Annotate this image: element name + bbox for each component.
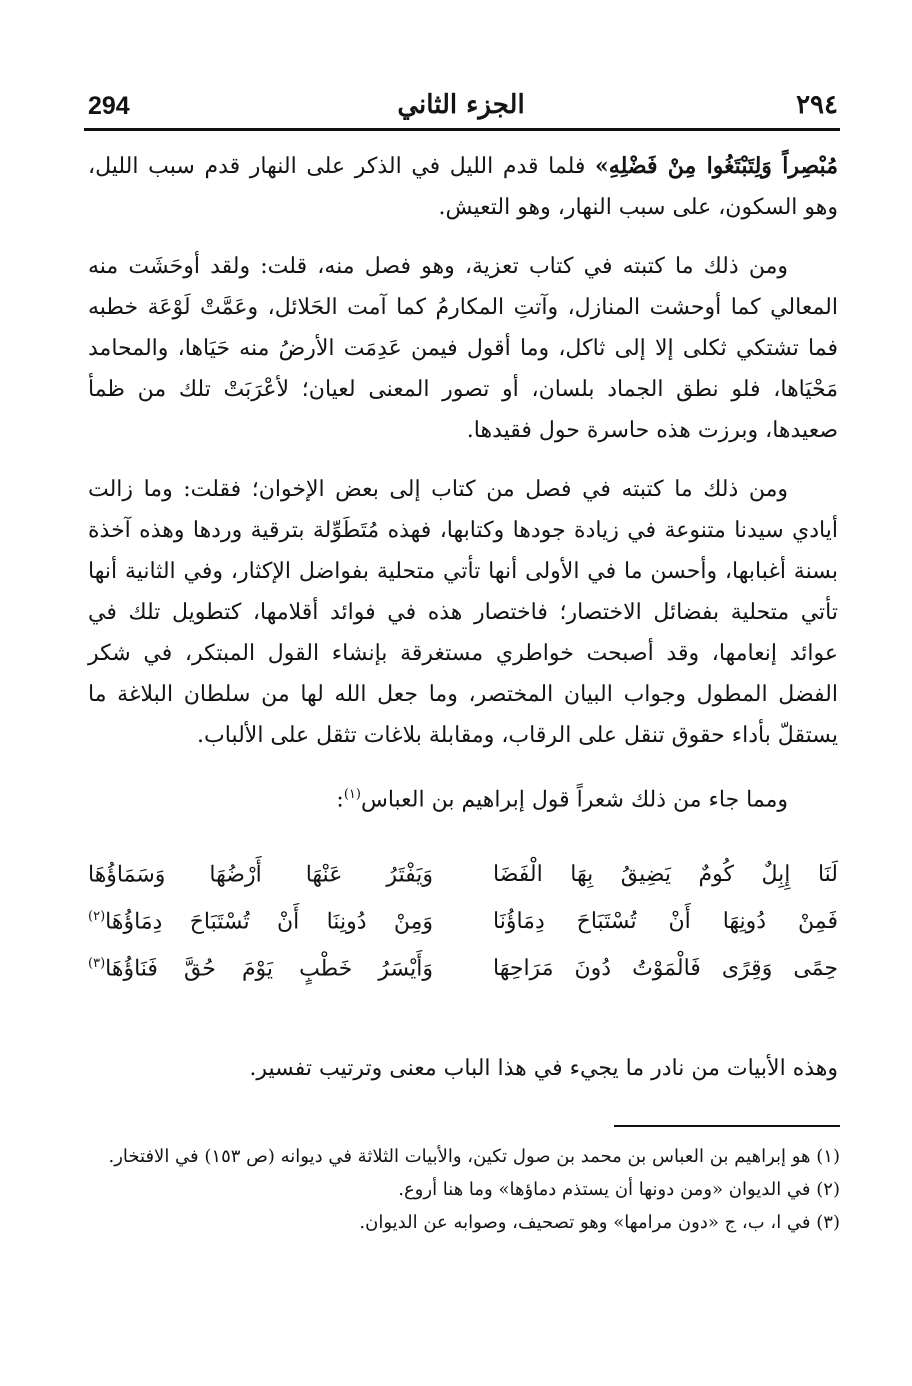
closing-line: وهذه الأبيات من نادر ما يجيء في هذا الباب معنى وترتيب تفسير.: [249, 1056, 838, 1081]
poem-intro-colon: :: [336, 787, 344, 813]
footnotes: [88, 1140, 840, 1239]
verse-second-hemistich: [88, 862, 433, 909]
poem-intro: ومما جاء من ذلك شعراً قول إبراهيم بن العباس: [360, 787, 788, 813]
footnote-2: (٢) في الديوان «ومن دونها أن يستذم دماؤها» وما هنا أروع.: [398, 1179, 840, 1200]
paragraph-1: [88, 146, 838, 228]
verse-line: [88, 909, 838, 956]
footnote-rule: [614, 1125, 840, 1127]
paragraph-4: [88, 774, 838, 820]
header-rule: [84, 128, 840, 131]
footnote-1: (١) هو إبراهيم بن العباس بن محمد بن صول تكين، والأبيات الثلاثة في ديوانه (ص ١٥٣) في الافتخار.: [108, 1146, 840, 1167]
page-header: [82, 84, 840, 124]
paragraph-3: ومن ذلك ما كتبته في فصل من كتاب إلى بعض الإخوان؛ فقلت: وما زالت أيادي سيدنا متنوعة في زيادة جودها وكتابها، فهذه مُتَطَوِّلة بترقية وردها وهذه آخذة بسنة أغبابها، وأحسن ما في الأولى أنها تأتي متحلية بفواضل الإكثار، وفي الثانية أنها تأتي متحلية بفضائل الاختصار؛ فاختصار هذه في فوائد أقلامها، كتطويل تلك في عوائد إنعامها، وقد أصبحت خواطري مستغرقة بإنشاء القول المبتكر، في شكر الفضل المطول وجواب البيان المختصر، وما جعل الله لها من سلطان البلاغة ما يستقلّ بأداء حقوق تنقل على الرقاب، ومقابلة بلاغات تثقل على الألباب.: [88, 477, 838, 748]
footnote-ref-2: (٢): [88, 909, 106, 924]
footnote-ref-1: (١): [343, 787, 361, 802]
footnote-ref-3: (٣): [88, 956, 106, 971]
paragraph-1-text: فلما قدم الليل في الذكر على النهار قدم سبب الليل، وهو السكون، على سبب النهار، وهو التعيش.: [88, 154, 838, 220]
footnote-3: (٣) في ا، ب، ج «دون مرامها» وهو تصحيف، وصوابه عن الديوان.: [359, 1212, 840, 1233]
hemistich-text: وَمِنْ دُونِنَا أَنْ تُسْتَبَاحَ دِمَاؤُهَا: [105, 909, 433, 935]
quran-quote: مُبْصِراً وَلِتَبْتَغُوا مِنْ فَضْلِهِ»: [595, 153, 838, 179]
main-text: [88, 146, 838, 838]
verse-first-hemistich: فَمِنْ دُونِهَا أَنْ تُسْتَبَاحَ دِمَاؤُنَا: [493, 909, 838, 934]
paragraph-2: ومن ذلك ما كتبته في كتاب تعزية، وهو فصل منه، قلت: ولقد أوحَشَت منه المعالي كما أوحشت المنازل، وآتتِ المكارمُ كما آمت الحَلائل، وعَمَّتْ لَوْعَة خطبه فما تشتكي ثكلى إلا إلى ثاكل، وما أقول فيمن عَدِمَت الأرضُ منه حَيَاها، والمحامد مَحْيَاها، فلو نطق الجماد بلسان، أو تصور المعنى لعيان؛ لأعْرَبَتْ تلك من ظمأ صعيدها، وبرزت هذه حاسرة حول فقيدها.: [88, 254, 838, 443]
hemistich-text: وَأَيْسَرُ خَطْبٍ يَوْمَ حُقَّ فَنَاؤُهَا: [105, 956, 433, 982]
page-number-arabic: ٢٩٤: [796, 90, 838, 120]
verse-first-hemistich: لَنَا إِبِلٌ كُومٌ يَضِيقُ بِهَا الْفَضَا: [493, 862, 838, 887]
verse-line: [88, 862, 838, 909]
verse-line: [88, 956, 838, 1003]
verse-second-hemistich: [88, 956, 433, 1003]
page-number-latin: 294: [88, 92, 130, 120]
hemistich-text: وَيَفْتَرُ عَنْهَا أَرْضُهَا وَسَمَاؤُهَا: [88, 862, 433, 888]
verse-first-hemistich: حِمًى وَقِرًى فَالْمَوْتُ دُونَ مَرَاحِهَا: [493, 956, 838, 981]
running-title: الجزء الثاني: [397, 90, 525, 120]
verse-second-hemistich: [88, 909, 433, 956]
poem: [88, 862, 838, 1003]
